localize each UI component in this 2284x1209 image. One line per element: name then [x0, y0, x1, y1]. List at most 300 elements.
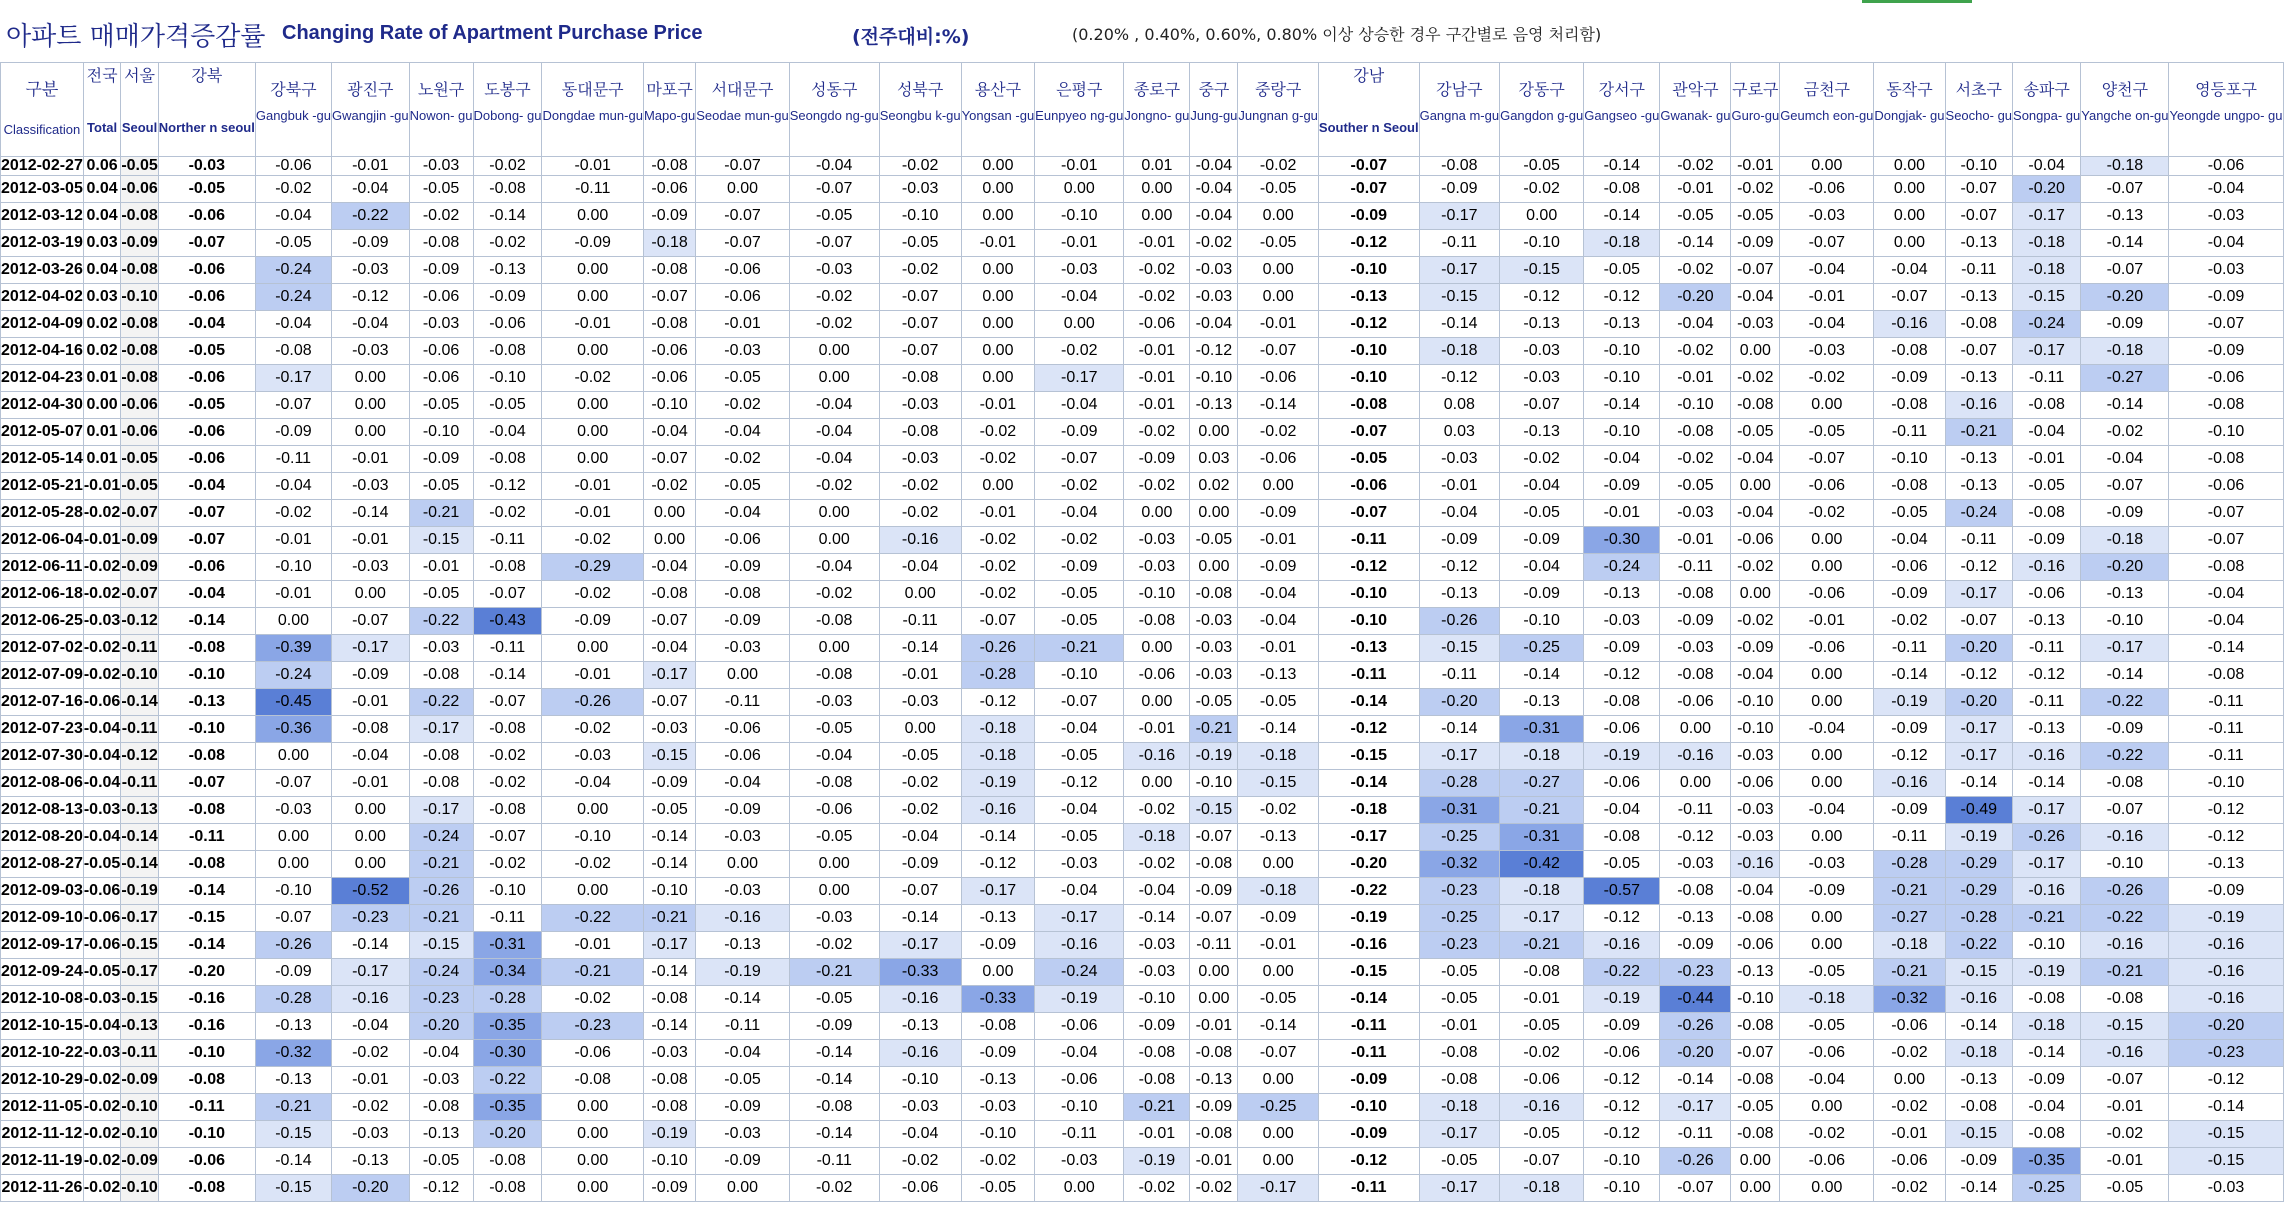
value-cell[interactable]: -0.05 — [961, 1175, 1035, 1202]
value-cell[interactable]: -0.15 — [2081, 1013, 2169, 1040]
value-cell[interactable]: -0.08 — [409, 743, 473, 770]
value-cell[interactable]: -0.14 — [643, 959, 695, 986]
value-cell[interactable]: -0.07 — [961, 608, 1035, 635]
value-cell[interactable]: -0.01 — [1124, 1121, 1190, 1148]
value-cell[interactable]: -0.02 — [879, 500, 961, 527]
value-cell[interactable]: -0.08 — [1190, 851, 1238, 878]
value-cell[interactable]: -0.14 — [961, 824, 1035, 851]
value-cell[interactable]: -0.12 — [961, 689, 1035, 716]
value-cell[interactable]: -0.21 — [1874, 878, 1945, 905]
value-cell[interactable]: -0.08 — [1318, 392, 1419, 419]
value-cell[interactable]: -0.04 — [789, 446, 879, 473]
value-cell[interactable]: -0.10 — [1584, 338, 1660, 365]
value-cell[interactable]: -0.08 — [1124, 1067, 1190, 1094]
value-cell[interactable]: 0.00 — [643, 500, 695, 527]
value-cell[interactable]: -0.04 — [83, 743, 120, 770]
value-cell[interactable]: 0.00 — [1660, 716, 1731, 743]
value-cell[interactable]: -0.09 — [1238, 500, 1319, 527]
value-cell[interactable]: -0.02 — [473, 157, 542, 176]
value-cell[interactable]: -0.27 — [1874, 905, 1945, 932]
value-cell[interactable]: -0.19 — [1584, 986, 1660, 1013]
value-cell[interactable]: -0.11 — [1419, 662, 1500, 689]
value-cell[interactable]: -0.14 — [1318, 986, 1419, 1013]
date-cell[interactable]: 2012-05-21 — [1, 473, 84, 500]
value-cell[interactable]: -0.11 — [1874, 419, 1945, 446]
value-cell[interactable]: -0.08 — [2169, 554, 2283, 581]
value-cell[interactable]: -0.03 — [1500, 365, 1584, 392]
value-cell[interactable]: -0.14 — [879, 905, 961, 932]
value-cell[interactable]: -0.09 — [1124, 1013, 1190, 1040]
value-cell[interactable]: -0.25 — [1419, 905, 1500, 932]
value-cell[interactable]: -0.30 — [473, 1040, 542, 1067]
value-cell[interactable]: -0.14 — [696, 986, 790, 1013]
value-cell[interactable]: -0.02 — [2081, 419, 2169, 446]
value-cell[interactable]: -0.20 — [1660, 284, 1731, 311]
value-cell[interactable]: 0.00 — [542, 338, 643, 365]
value-cell[interactable]: -0.08 — [2169, 392, 2283, 419]
value-cell[interactable]: -0.09 — [2013, 527, 2081, 554]
value-cell[interactable]: 0.00 — [1780, 743, 1874, 770]
value-cell[interactable]: -0.18 — [961, 743, 1035, 770]
value-cell[interactable]: -0.18 — [2081, 157, 2169, 176]
value-cell[interactable]: -0.17 — [1945, 743, 2013, 770]
value-cell[interactable]: -0.08 — [158, 797, 255, 824]
value-cell[interactable]: -0.05 — [121, 473, 158, 500]
value-cell[interactable]: -0.09 — [255, 959, 331, 986]
value-cell[interactable]: -0.20 — [332, 1175, 410, 1202]
value-cell[interactable]: -0.06 — [1238, 365, 1319, 392]
value-cell[interactable]: -0.17 — [2013, 851, 2081, 878]
date-cell[interactable]: 2012-04-09 — [1, 311, 84, 338]
value-cell[interactable]: -0.07 — [2169, 527, 2283, 554]
value-cell[interactable]: -0.06 — [121, 419, 158, 446]
value-cell[interactable]: -0.52 — [332, 878, 410, 905]
value-cell[interactable]: -0.16 — [2013, 878, 2081, 905]
value-cell[interactable]: -0.17 — [1238, 1175, 1319, 1202]
value-cell[interactable]: -0.08 — [1945, 311, 2013, 338]
value-cell[interactable]: -0.15 — [1190, 797, 1238, 824]
value-cell[interactable]: 0.00 — [1190, 959, 1238, 986]
value-cell[interactable]: -0.08 — [879, 419, 961, 446]
value-cell[interactable]: -0.02 — [1500, 176, 1584, 203]
value-cell[interactable]: 0.00 — [1124, 689, 1190, 716]
value-cell[interactable]: -0.11 — [121, 770, 158, 797]
value-cell[interactable]: -0.09 — [1500, 527, 1584, 554]
value-cell[interactable]: -0.04 — [1780, 257, 1874, 284]
value-cell[interactable]: -0.07 — [1945, 203, 2013, 230]
value-cell[interactable]: -0.11 — [1318, 1013, 1419, 1040]
value-cell[interactable]: -0.08 — [255, 338, 331, 365]
value-cell[interactable]: -0.02 — [961, 1148, 1035, 1175]
value-cell[interactable]: -0.06 — [1584, 716, 1660, 743]
value-cell[interactable]: -0.07 — [158, 500, 255, 527]
value-cell[interactable]: -0.44 — [1660, 986, 1731, 1013]
value-cell[interactable]: -0.01 — [1190, 1013, 1238, 1040]
value-cell[interactable]: -0.04 — [1874, 527, 1945, 554]
value-cell[interactable]: 0.00 — [789, 500, 879, 527]
value-cell[interactable]: -0.02 — [255, 176, 331, 203]
value-cell[interactable]: -0.07 — [1945, 176, 2013, 203]
value-cell[interactable]: -0.01 — [879, 662, 961, 689]
value-cell[interactable]: -0.02 — [2081, 1121, 2169, 1148]
value-cell[interactable]: -0.09 — [2081, 311, 2169, 338]
value-cell[interactable]: -0.01 — [332, 157, 410, 176]
value-cell[interactable]: -0.03 — [409, 1067, 473, 1094]
value-cell[interactable]: -0.11 — [1660, 797, 1731, 824]
value-cell[interactable]: -0.03 — [1780, 851, 1874, 878]
value-cell[interactable]: -0.07 — [789, 230, 879, 257]
value-cell[interactable]: -0.18 — [1419, 338, 1500, 365]
value-cell[interactable]: -0.19 — [1035, 986, 1124, 1013]
value-cell[interactable]: -0.02 — [879, 473, 961, 500]
value-cell[interactable]: -0.07 — [696, 230, 790, 257]
value-cell[interactable]: -0.17 — [643, 662, 695, 689]
value-cell[interactable]: -0.17 — [1318, 824, 1419, 851]
date-cell[interactable]: 2012-04-23 — [1, 365, 84, 392]
value-cell[interactable]: -0.10 — [2169, 419, 2283, 446]
value-cell[interactable]: -0.13 — [696, 932, 790, 959]
value-cell[interactable]: -0.14 — [1945, 770, 2013, 797]
value-cell[interactable]: -0.12 — [332, 284, 410, 311]
value-cell[interactable]: 0.00 — [1780, 554, 1874, 581]
value-cell[interactable]: -0.05 — [409, 581, 473, 608]
value-cell[interactable]: -0.08 — [409, 1094, 473, 1121]
value-cell[interactable]: -0.07 — [473, 689, 542, 716]
value-cell[interactable]: -0.05 — [1780, 1013, 1874, 1040]
value-cell[interactable]: -0.05 — [1660, 473, 1731, 500]
date-cell[interactable]: 2012-08-13 — [1, 797, 84, 824]
value-cell[interactable]: -0.13 — [1500, 419, 1584, 446]
value-cell[interactable]: -0.09 — [1660, 608, 1731, 635]
value-cell[interactable]: -0.15 — [158, 905, 255, 932]
value-cell[interactable]: -0.10 — [158, 1121, 255, 1148]
value-cell[interactable]: -0.02 — [1124, 851, 1190, 878]
date-cell[interactable]: 2012-07-16 — [1, 689, 84, 716]
value-cell[interactable]: -0.05 — [879, 230, 961, 257]
value-cell[interactable]: -0.14 — [1874, 662, 1945, 689]
value-cell[interactable]: -0.07 — [1731, 257, 1780, 284]
value-cell[interactable]: -0.02 — [879, 257, 961, 284]
value-cell[interactable]: -0.24 — [409, 824, 473, 851]
value-cell[interactable]: -0.02 — [1660, 157, 1731, 176]
value-cell[interactable]: -0.02 — [542, 527, 643, 554]
value-cell[interactable]: -0.05 — [1318, 446, 1419, 473]
value-cell[interactable]: -0.17 — [961, 878, 1035, 905]
value-cell[interactable]: -0.08 — [643, 581, 695, 608]
value-cell[interactable]: -0.06 — [158, 419, 255, 446]
value-cell[interactable]: -0.10 — [1318, 1094, 1419, 1121]
value-cell[interactable]: -0.13 — [255, 1013, 331, 1040]
date-cell[interactable]: 2012-09-17 — [1, 932, 84, 959]
value-cell[interactable]: -0.05 — [83, 851, 120, 878]
value-cell[interactable]: -0.01 — [83, 527, 120, 554]
value-cell[interactable]: -0.05 — [1419, 959, 1500, 986]
value-cell[interactable]: -0.09 — [2169, 284, 2283, 311]
value-cell[interactable]: -0.18 — [2081, 527, 2169, 554]
value-cell[interactable]: -0.14 — [1124, 905, 1190, 932]
value-cell[interactable]: -0.03 — [879, 392, 961, 419]
value-cell[interactable]: -0.13 — [1190, 392, 1238, 419]
value-cell[interactable]: -0.08 — [2081, 770, 2169, 797]
value-cell[interactable]: -0.03 — [1190, 257, 1238, 284]
value-cell[interactable]: -0.10 — [121, 662, 158, 689]
value-cell[interactable]: -0.02 — [542, 716, 643, 743]
value-cell[interactable]: -0.06 — [1124, 662, 1190, 689]
value-cell[interactable]: -0.31 — [1419, 797, 1500, 824]
value-cell[interactable]: -0.05 — [409, 473, 473, 500]
value-cell[interactable]: -0.07 — [255, 905, 331, 932]
value-cell[interactable]: -0.18 — [1584, 230, 1660, 257]
value-cell[interactable]: -0.18 — [1500, 878, 1584, 905]
value-cell[interactable]: -0.02 — [1780, 500, 1874, 527]
value-cell[interactable]: -0.35 — [473, 1094, 542, 1121]
value-cell[interactable]: -0.17 — [1419, 257, 1500, 284]
value-cell[interactable]: -0.04 — [255, 311, 331, 338]
value-cell[interactable]: -0.08 — [789, 1094, 879, 1121]
value-cell[interactable]: -0.02 — [1731, 176, 1780, 203]
date-cell[interactable]: 2012-11-12 — [1, 1121, 84, 1148]
value-cell[interactable]: -0.35 — [2013, 1148, 2081, 1175]
value-cell[interactable]: -0.09 — [2169, 338, 2283, 365]
value-cell[interactable]: -0.07 — [158, 527, 255, 554]
value-cell[interactable]: -0.07 — [1190, 905, 1238, 932]
value-cell[interactable]: -0.12 — [1318, 716, 1419, 743]
value-cell[interactable]: -0.31 — [1500, 716, 1584, 743]
value-cell[interactable]: 0.00 — [542, 203, 643, 230]
value-cell[interactable]: -0.28 — [1419, 770, 1500, 797]
value-cell[interactable]: 0.00 — [1124, 203, 1190, 230]
value-cell[interactable]: -0.01 — [1419, 1013, 1500, 1040]
value-cell[interactable]: -0.15 — [409, 932, 473, 959]
value-cell[interactable]: -0.15 — [121, 932, 158, 959]
value-cell[interactable]: -0.28 — [473, 986, 542, 1013]
value-cell[interactable]: -0.10 — [879, 203, 961, 230]
value-cell[interactable]: -0.01 — [1419, 473, 1500, 500]
value-cell[interactable]: -0.08 — [2081, 986, 2169, 1013]
value-cell[interactable]: -0.12 — [1584, 905, 1660, 932]
value-cell[interactable]: -0.08 — [961, 1013, 1035, 1040]
value-cell[interactable]: 0.00 — [961, 257, 1035, 284]
value-cell[interactable]: -0.16 — [2013, 743, 2081, 770]
value-cell[interactable]: -0.13 — [1945, 365, 2013, 392]
value-cell[interactable]: -0.35 — [473, 1013, 542, 1040]
value-cell[interactable]: -0.07 — [158, 230, 255, 257]
value-cell[interactable]: -0.05 — [158, 392, 255, 419]
value-cell[interactable]: -0.04 — [1500, 473, 1584, 500]
value-cell[interactable]: -0.06 — [158, 1148, 255, 1175]
value-cell[interactable]: -0.15 — [409, 527, 473, 554]
value-cell[interactable]: -0.04 — [255, 473, 331, 500]
value-cell[interactable]: -0.08 — [643, 257, 695, 284]
value-cell[interactable]: -0.02 — [789, 284, 879, 311]
value-cell[interactable]: -0.16 — [1874, 311, 1945, 338]
value-cell[interactable]: -0.08 — [121, 257, 158, 284]
value-cell[interactable]: 0.00 — [961, 959, 1035, 986]
value-cell[interactable]: -0.05 — [1238, 176, 1319, 203]
value-cell[interactable]: -0.18 — [2013, 1013, 2081, 1040]
date-cell[interactable]: 2012-02-27 — [1, 157, 83, 174]
value-cell[interactable]: -0.07 — [879, 338, 961, 365]
value-cell[interactable]: -0.02 — [1124, 284, 1190, 311]
date-cell[interactable]: 2012-04-02 — [1, 284, 84, 311]
value-cell[interactable]: -0.03 — [2169, 1175, 2283, 1202]
value-cell[interactable]: -0.14 — [473, 203, 542, 230]
value-cell[interactable]: -0.01 — [542, 473, 643, 500]
date-cell[interactable]: 2012-04-30 — [1, 392, 84, 419]
value-cell[interactable]: -0.29 — [542, 554, 643, 581]
value-cell[interactable]: -0.28 — [1874, 851, 1945, 878]
value-cell[interactable]: -0.10 — [879, 1067, 961, 1094]
value-cell[interactable]: -0.21 — [1874, 959, 1945, 986]
value-cell[interactable]: -0.10 — [1318, 338, 1419, 365]
value-cell[interactable]: -0.02 — [961, 419, 1035, 446]
value-cell[interactable]: 0.00 — [542, 1121, 643, 1148]
value-cell[interactable]: -0.08 — [121, 203, 158, 230]
value-cell[interactable]: -0.02 — [879, 157, 961, 176]
value-cell[interactable]: 0.00 — [1124, 500, 1190, 527]
value-cell[interactable]: -0.16 — [1660, 743, 1731, 770]
value-cell[interactable]: -0.01 — [1124, 230, 1190, 257]
value-cell[interactable]: -0.14 — [255, 1148, 331, 1175]
value-cell[interactable]: -0.08 — [1584, 176, 1660, 203]
value-cell[interactable]: -0.19 — [1945, 824, 2013, 851]
value-cell[interactable]: 0.04 — [83, 203, 120, 230]
value-cell[interactable]: -0.06 — [409, 338, 473, 365]
value-cell[interactable]: -0.21 — [2013, 905, 2081, 932]
value-cell[interactable]: 0.00 — [696, 662, 790, 689]
value-cell[interactable]: 0.00 — [1124, 770, 1190, 797]
value-cell[interactable]: -0.11 — [879, 608, 961, 635]
value-cell[interactable]: -0.14 — [1318, 689, 1419, 716]
value-cell[interactable]: -0.19 — [961, 770, 1035, 797]
value-cell[interactable]: -0.04 — [2013, 1094, 2081, 1121]
value-cell[interactable]: -0.03 — [332, 338, 410, 365]
value-cell[interactable]: -0.02 — [473, 230, 542, 257]
value-cell[interactable]: -0.21 — [1124, 1094, 1190, 1121]
value-cell[interactable]: -0.08 — [158, 1067, 255, 1094]
value-cell[interactable]: -0.04 — [789, 392, 879, 419]
value-cell[interactable]: -0.12 — [1584, 1121, 1660, 1148]
value-cell[interactable]: -0.09 — [643, 203, 695, 230]
value-cell[interactable]: -0.03 — [696, 338, 790, 365]
value-cell[interactable]: -0.22 — [2081, 743, 2169, 770]
value-cell[interactable]: -0.02 — [1124, 473, 1190, 500]
value-cell[interactable]: -0.08 — [643, 1094, 695, 1121]
value-cell[interactable]: -0.09 — [2081, 500, 2169, 527]
value-cell[interactable]: -0.08 — [1660, 878, 1731, 905]
value-cell[interactable]: 0.00 — [1190, 500, 1238, 527]
value-cell[interactable]: -0.15 — [2169, 1121, 2283, 1148]
value-cell[interactable]: 0.00 — [1780, 157, 1874, 176]
value-cell[interactable]: -0.14 — [2081, 230, 2169, 257]
value-cell[interactable]: -0.07 — [1238, 338, 1319, 365]
value-cell[interactable]: -0.07 — [643, 608, 695, 635]
value-cell[interactable]: -0.21 — [409, 851, 473, 878]
value-cell[interactable]: -0.09 — [542, 230, 643, 257]
value-cell[interactable]: -0.13 — [1660, 905, 1731, 932]
value-cell[interactable]: -0.16 — [961, 797, 1035, 824]
date-cell[interactable]: 2012-04-16 — [1, 338, 84, 365]
value-cell[interactable]: -0.03 — [332, 554, 410, 581]
value-cell[interactable]: -0.02 — [1660, 338, 1731, 365]
value-cell[interactable]: -0.06 — [83, 932, 120, 959]
value-cell[interactable]: -0.04 — [332, 743, 410, 770]
value-cell[interactable]: 0.00 — [332, 797, 410, 824]
value-cell[interactable]: -0.17 — [409, 716, 473, 743]
value-cell[interactable]: -0.11 — [158, 1094, 255, 1121]
value-cell[interactable]: -0.02 — [643, 473, 695, 500]
value-cell[interactable]: -0.04 — [1035, 1040, 1124, 1067]
value-cell[interactable]: -0.11 — [1874, 824, 1945, 851]
value-cell[interactable]: -0.09 — [255, 419, 331, 446]
value-cell[interactable]: 0.00 — [1124, 635, 1190, 662]
value-cell[interactable]: -0.18 — [2013, 257, 2081, 284]
value-cell[interactable]: -0.21 — [789, 959, 879, 986]
value-cell[interactable]: -0.02 — [1874, 608, 1945, 635]
value-cell[interactable]: -0.17 — [332, 959, 410, 986]
value-cell[interactable]: -0.27 — [2081, 365, 2169, 392]
value-cell[interactable]: -0.01 — [83, 473, 120, 500]
value-cell[interactable]: -0.04 — [1731, 284, 1780, 311]
value-cell[interactable]: -0.08 — [1584, 824, 1660, 851]
value-cell[interactable]: -0.10 — [473, 365, 542, 392]
value-cell[interactable]: -0.07 — [643, 446, 695, 473]
value-cell[interactable]: -0.06 — [696, 527, 790, 554]
value-cell[interactable]: -0.43 — [473, 608, 542, 635]
value-cell[interactable]: 0.00 — [542, 446, 643, 473]
value-cell[interactable]: -0.03 — [1190, 608, 1238, 635]
value-cell[interactable]: -0.08 — [789, 662, 879, 689]
value-cell[interactable]: -0.16 — [2013, 554, 2081, 581]
value-cell[interactable]: -0.06 — [1584, 770, 1660, 797]
value-cell[interactable]: -0.13 — [1584, 311, 1660, 338]
value-cell[interactable]: -0.14 — [2169, 635, 2283, 662]
value-cell[interactable]: -0.10 — [1731, 689, 1780, 716]
value-cell[interactable]: -0.03 — [1500, 338, 1584, 365]
value-cell[interactable]: -0.18 — [1780, 986, 1874, 1013]
value-cell[interactable]: -0.10 — [1318, 365, 1419, 392]
value-cell[interactable]: -0.11 — [1660, 554, 1731, 581]
value-cell[interactable]: -0.19 — [2169, 905, 2283, 932]
value-cell[interactable]: -0.07 — [643, 284, 695, 311]
value-cell[interactable]: 0.00 — [1238, 1148, 1319, 1175]
value-cell[interactable]: -0.05 — [1500, 1121, 1584, 1148]
value-cell[interactable]: -0.09 — [1238, 554, 1319, 581]
value-cell[interactable]: -0.04 — [1780, 716, 1874, 743]
value-cell[interactable]: -0.08 — [473, 338, 542, 365]
value-cell[interactable]: -0.04 — [332, 1013, 410, 1040]
value-cell[interactable]: -0.08 — [2013, 500, 2081, 527]
value-cell[interactable]: -0.04 — [2169, 608, 2283, 635]
value-cell[interactable]: -0.13 — [2169, 851, 2283, 878]
value-cell[interactable]: -0.13 — [121, 797, 158, 824]
value-cell[interactable]: -0.06 — [1124, 311, 1190, 338]
value-cell[interactable]: -0.09 — [2081, 716, 2169, 743]
value-cell[interactable]: 0.00 — [255, 824, 331, 851]
value-cell[interactable]: -0.06 — [1780, 176, 1874, 203]
value-cell[interactable]: -0.13 — [255, 1067, 331, 1094]
value-cell[interactable]: -0.06 — [879, 1175, 961, 1202]
value-cell[interactable]: -0.01 — [542, 932, 643, 959]
value-cell[interactable]: -0.09 — [789, 1013, 879, 1040]
value-cell[interactable]: -0.16 — [879, 527, 961, 554]
value-cell[interactable]: -0.04 — [1035, 878, 1124, 905]
value-cell[interactable]: 0.03 — [1419, 419, 1500, 446]
value-cell[interactable]: -0.30 — [1584, 527, 1660, 554]
value-cell[interactable]: -0.10 — [255, 878, 331, 905]
value-cell[interactable]: -0.11 — [473, 635, 542, 662]
value-cell[interactable]: -0.13 — [1945, 446, 2013, 473]
